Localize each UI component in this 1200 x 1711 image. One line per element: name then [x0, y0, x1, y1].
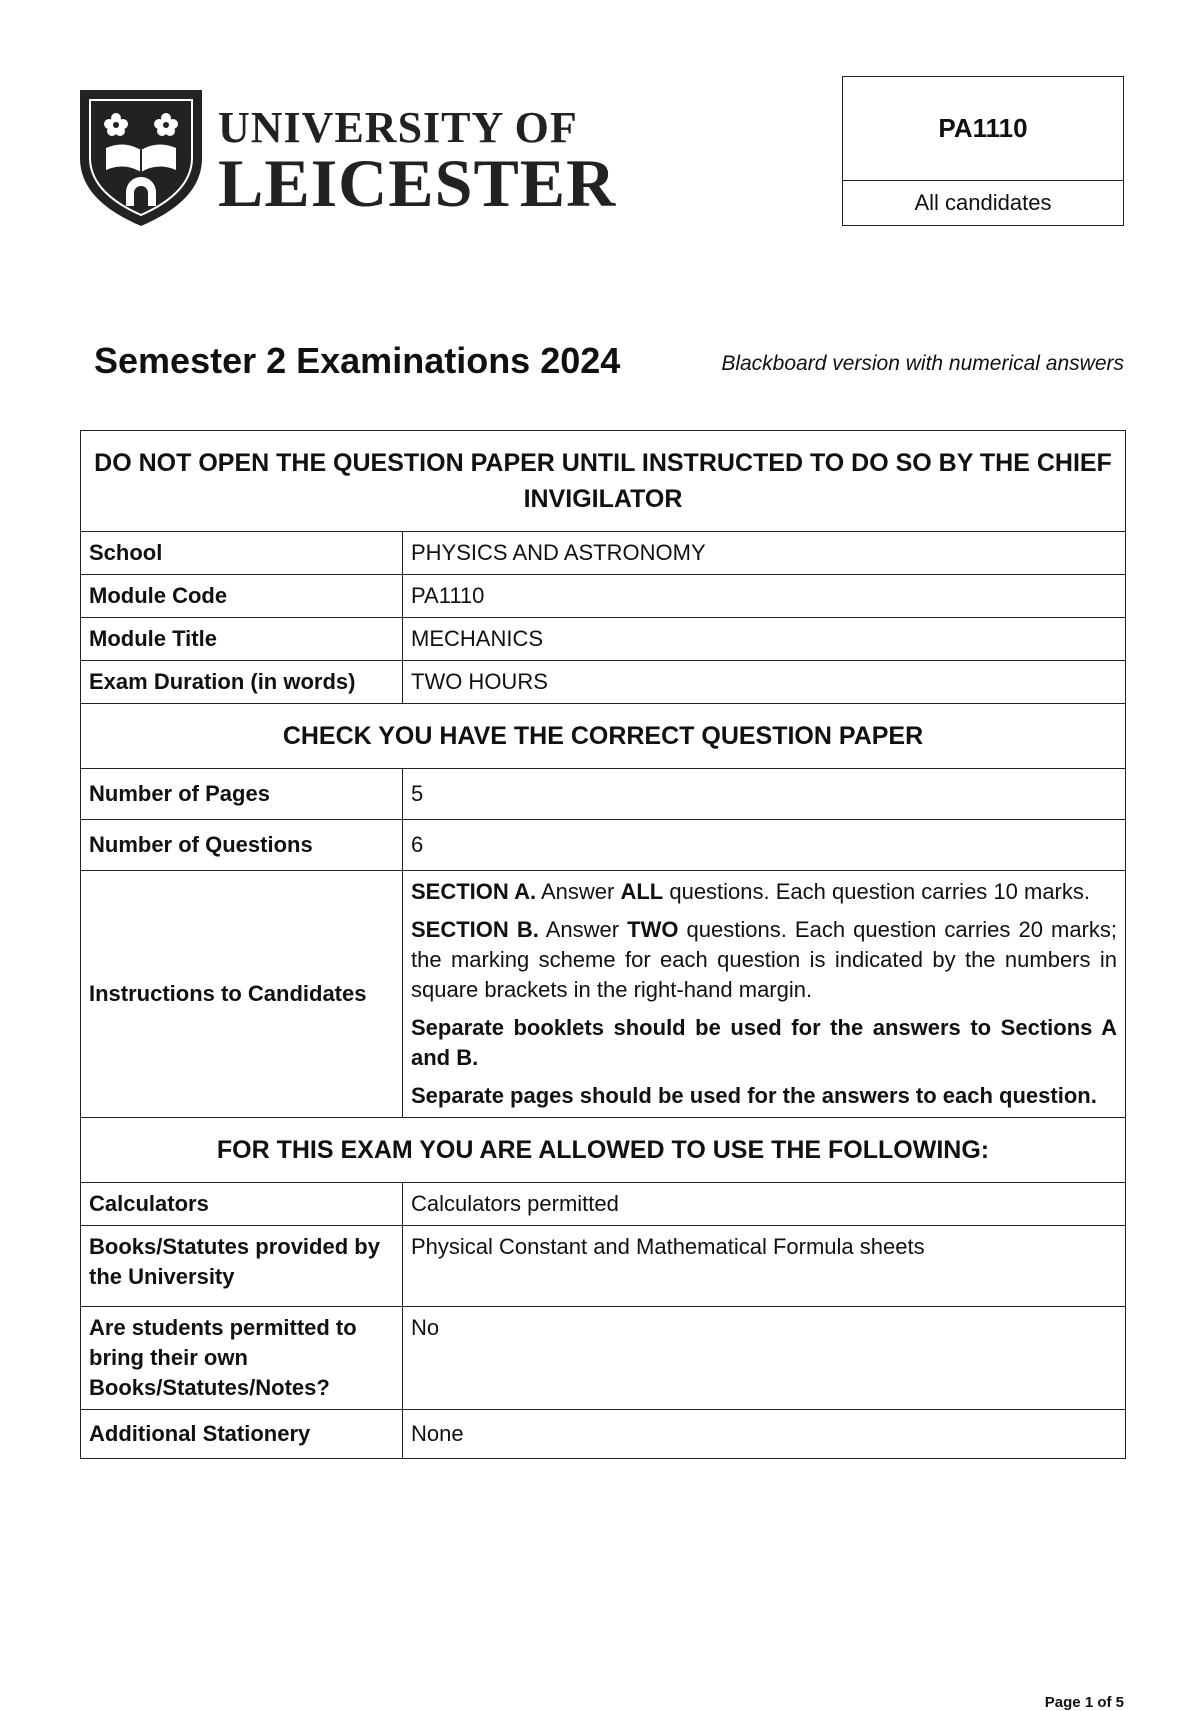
table-row: [81, 769, 1126, 820]
logo-line-2: LEICESTER: [218, 145, 617, 221]
books-value: Physical Constant and Mathematical Formula sheets: [403, 1226, 1126, 1307]
page-number: Page 1 of 5: [1044, 1694, 1124, 1711]
section-b-instruction: [411, 915, 1117, 1005]
table-row: [81, 1410, 1126, 1459]
candidates-label: All candidates: [914, 190, 1052, 215]
stationery-label: Additional Stationery: [81, 1410, 403, 1459]
table-row: [81, 575, 1126, 618]
section-a-marks: questions. Each question carries 10 marks.: [663, 879, 1090, 904]
logo-line-1: UNIVERSITY OF: [218, 103, 578, 152]
section-b-lead: SECTION B.: [411, 917, 539, 942]
duration-label: Exam Duration (in words): [81, 661, 403, 704]
table-row: [81, 1118, 1126, 1183]
instructions-label: Instructions to Candidates: [81, 871, 403, 1118]
exam-info-table: [80, 430, 1126, 1459]
school-label: School: [81, 532, 403, 575]
table-row: [81, 618, 1126, 661]
table-row: [81, 431, 1126, 532]
table-row: [81, 1226, 1126, 1307]
section-b-text: Answer: [538, 917, 628, 942]
pages-value: 5: [403, 769, 1126, 820]
table-row: [81, 661, 1126, 704]
table-row: [81, 532, 1126, 575]
table-row: [81, 704, 1126, 769]
module-code-label: Module Code: [81, 575, 403, 618]
university-logo: [76, 88, 617, 228]
table-row: [81, 1183, 1126, 1226]
booklets-text: Separate booklets should be used for the answers to Sections A and B.: [411, 1015, 1117, 1070]
stationery-value: None: [403, 1410, 1126, 1459]
section-b-two: TWO: [627, 917, 679, 942]
pages-text: Separate pages should be used for the answers to each question.: [411, 1083, 1097, 1108]
duration-value: TWO HOURS: [403, 661, 1126, 704]
calculators-label: Calculators: [81, 1183, 403, 1226]
module-title-value: MECHANICS: [403, 618, 1126, 661]
module-code: PA1110: [843, 77, 1123, 181]
own-books-value: No: [403, 1307, 1126, 1410]
booklets-instruction: [411, 1013, 1117, 1073]
section-a-text: Answer: [536, 879, 621, 904]
section-a-all: ALL: [620, 879, 664, 904]
exam-title: Semester 2 Examinations 2024: [94, 340, 621, 381]
section-a-instruction: [411, 877, 1117, 907]
questions-label: Number of Questions: [81, 820, 403, 871]
calculators-value: Calculators permitted: [403, 1183, 1126, 1226]
exam-version-note: Blackboard version with numerical answers: [721, 352, 1124, 375]
allowed-items-banner: FOR THIS EXAM YOU ARE ALLOWED TO USE THE FOLLOWING:: [81, 1118, 1126, 1183]
warning-banner: DO NOT OPEN THE QUESTION PAPER UNTIL INSTRUCTED TO DO SO BY THE CHIEF INVIGILATOR: [81, 431, 1126, 532]
pages-instruction: [411, 1081, 1117, 1111]
check-paper-banner: CHECK YOU HAVE THE CORRECT QUESTION PAPER: [81, 704, 1126, 769]
section-b-marks: questions. Each question carries 20 marks; the marking scheme for each question is indicated by the numbers in square brackets in the right-hand margin.: [411, 917, 1117, 1002]
school-value: PHYSICS AND ASTRONOMY: [403, 532, 1126, 575]
table-row: [81, 871, 1126, 1118]
module-code-box: [842, 76, 1124, 226]
module-code-value: PA1110: [403, 575, 1126, 618]
section-a-lead: SECTION A.: [411, 879, 537, 904]
books-label: Books/Statutes provided by the University: [81, 1226, 403, 1307]
shield-crest-icon: [76, 88, 206, 228]
own-books-label: Are students permitted to bring their own Books/Statutes/Notes?: [81, 1307, 403, 1410]
module-title-label: Module Title: [81, 618, 403, 661]
table-row: [81, 1307, 1126, 1410]
questions-value: 6: [403, 820, 1126, 871]
pages-label: Number of Pages: [81, 769, 403, 820]
instructions-value: [403, 871, 1126, 1118]
table-row: [81, 820, 1126, 871]
